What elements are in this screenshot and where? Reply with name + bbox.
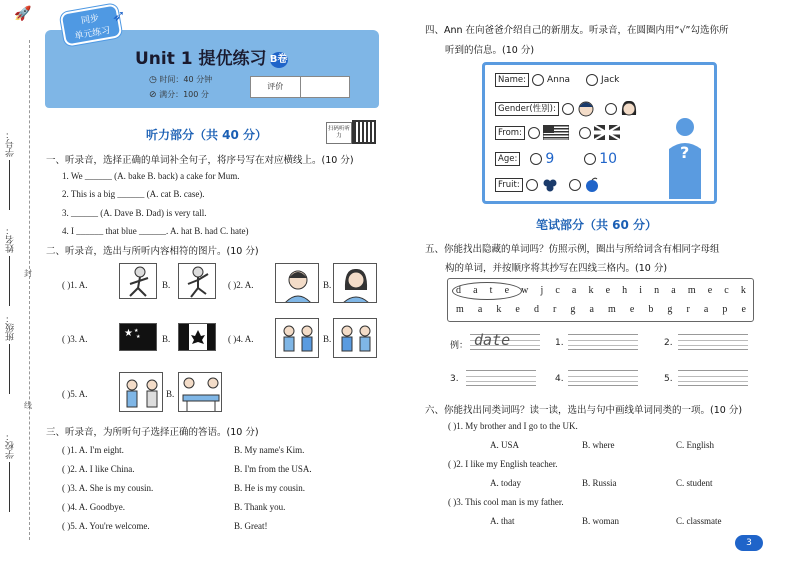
q6-item-2-b: B. Russia	[582, 478, 617, 488]
svg-text:★: ★	[134, 328, 139, 334]
letter-cell[interactable]: m	[456, 304, 464, 315]
picture-flag-china	[119, 323, 157, 351]
q2-item-2: ( )2. A.	[228, 280, 254, 290]
q6-item-1-b: B. where	[582, 440, 615, 450]
letter-cell[interactable]: i	[639, 285, 643, 296]
q3-row-3-a: ( )3. A. She is my cousin.	[62, 483, 154, 493]
page-title: Unit 1 提优练习 B卷	[135, 49, 288, 69]
name-option-b: Jack	[601, 75, 620, 85]
q1-heading: 一、听录音，选择正确的单词补全句子，将序号写在对应横线上。(10 分)	[46, 155, 354, 166]
letter-cell[interactable]: b	[648, 304, 654, 315]
svg-text:★: ★	[136, 334, 141, 340]
letter-cell[interactable]: a	[671, 285, 676, 296]
q2-item-1: ( )1. A.	[62, 280, 88, 290]
q2-item-1b: B.	[162, 280, 171, 290]
blank-2-num: 2.	[664, 338, 673, 348]
student-no-label: 学号：	[6, 130, 16, 157]
bind-char-1: 封	[24, 269, 32, 278]
q6-item-2: ( )2. I like my English teacher.	[448, 459, 558, 469]
letter-cell[interactable]: h	[622, 285, 628, 296]
q2-item-3b: B.	[162, 334, 171, 344]
grade-label: 评价	[267, 82, 284, 91]
clock-icon: ◷	[149, 75, 157, 85]
picture-kids-at-table	[178, 372, 222, 412]
letter-cell[interactable]: d	[533, 304, 539, 315]
binding-margin	[0, 0, 38, 566]
letter-cell[interactable]: g	[570, 304, 576, 315]
letter-cell[interactable]: k	[588, 285, 594, 296]
student-no-line	[9, 160, 10, 210]
q3-row-1-b: B. My name's Kim.	[234, 445, 305, 455]
fold-line	[29, 40, 30, 540]
boy-face-icon	[577, 99, 595, 119]
check-icon: ⊘	[149, 90, 157, 100]
name-tag: Name:	[495, 73, 529, 87]
q6-item-2-c: C. student	[676, 478, 713, 488]
letter-cell[interactable]: e	[515, 304, 520, 315]
class-line	[9, 344, 10, 394]
blank-1-lines[interactable]	[568, 334, 638, 350]
age-option-a: 9	[545, 151, 555, 167]
example-label: 例：	[450, 341, 469, 351]
qr-caption: 扫码听听力	[326, 122, 352, 144]
time-info: ◷ 时间：40 分钟	[149, 75, 213, 85]
rocket-icon: 🚀	[14, 6, 32, 22]
grade-field[interactable]	[300, 77, 350, 97]
blank-1-num: 1.	[555, 338, 564, 348]
page-number: 3	[735, 535, 763, 551]
q6-heading: 六、你能找出同类词吗？读一读，选出与句中画线单词同类的一项。(10 分)	[425, 405, 743, 416]
q6-item-3-a: A. that	[490, 516, 515, 526]
q5-heading-1: 五、你能找出隐藏的单词吗？仿照示例，圈出与所给词含有相同字母组	[425, 244, 720, 255]
listening-title: 听力部分（共 40 分）	[146, 128, 268, 142]
q2-item-4: ( )4. A.	[228, 334, 254, 344]
picture-boy-portrait	[275, 263, 319, 303]
q3-heading: 三、听录音，为所听句子选择正确的答语。(10 分)	[46, 427, 259, 438]
class-label: 班级：	[6, 314, 16, 341]
letter-cell[interactable]: a	[477, 304, 483, 315]
letter-cell[interactable]: e	[504, 285, 510, 296]
q3-row-2-a: ( )2. A. I like China.	[62, 464, 135, 474]
name-label: 姓名：	[6, 226, 16, 253]
version-badge: B卷	[270, 52, 288, 68]
blank-3-lines[interactable]	[466, 370, 536, 386]
letter-cell[interactable]: e	[629, 304, 635, 315]
blank-5-lines[interactable]	[678, 370, 748, 386]
q2-heading: 二、听录音，选出与所听内容相符的图片。(10 分)	[46, 246, 259, 257]
letter-cell[interactable]: r	[553, 304, 557, 315]
gender-choice-b[interactable]	[605, 103, 617, 115]
from-choice-a[interactable]	[528, 127, 540, 139]
letter-cell[interactable]: a	[571, 285, 577, 296]
letter-cell[interactable]: c	[555, 285, 560, 296]
from-tag: From:	[495, 126, 525, 140]
letter-cell[interactable]: a	[473, 285, 478, 296]
writing-title: 笔试部分（共 60 分）	[536, 218, 658, 232]
uk-flag-icon	[594, 125, 620, 140]
name-option-a: Anna	[546, 75, 571, 85]
letter-cell[interactable]: c	[724, 285, 729, 296]
bind-char-2: 线	[24, 401, 32, 410]
letter-cell[interactable]: m	[687, 285, 696, 296]
example-word: date	[474, 331, 511, 349]
age-tag: Age:	[495, 152, 520, 166]
letter-cell[interactable]: k	[496, 304, 502, 315]
q1-line-2: 2. This is a big ______ (A. cat B. case).	[62, 189, 205, 199]
letter-cell[interactable]: d	[456, 285, 461, 296]
q2-item-5b: B.	[166, 389, 175, 399]
picture-two-kids-a	[275, 318, 319, 358]
letter-cell[interactable]: a	[589, 304, 594, 315]
q6-item-1: ( )1. My brother and I go to the UK.	[448, 421, 578, 431]
school-line	[9, 462, 10, 512]
letter-cell[interactable]: j	[540, 285, 544, 296]
age-row	[495, 151, 617, 167]
picture-flag-canada	[178, 323, 216, 351]
q6-item-2-a: A. today	[490, 478, 521, 488]
q3-row-2-b: B. I'm from the USA.	[234, 464, 312, 474]
letter-cell[interactable]: w	[521, 285, 529, 296]
q3-row-5-a: ( )5. A. You're welcome.	[62, 521, 150, 531]
orange-icon	[584, 177, 600, 193]
svg-text:★: ★	[124, 328, 133, 339]
q6-item-3-c: C. classmate	[676, 516, 722, 526]
mystery-mark: ?	[680, 143, 690, 162]
letter-cell[interactable]: a	[703, 304, 709, 315]
q2-item-5: ( )5. A.	[62, 389, 88, 399]
q3-row-1-a: ( )1. A. I'm eight.	[62, 445, 124, 455]
q4-heading-2: 听到的信息。(10 分)	[445, 45, 535, 56]
grapes-icon	[541, 177, 559, 193]
unit-header	[45, 30, 379, 108]
letter-cell[interactable]: t	[489, 285, 493, 296]
letter-cell[interactable]: e	[707, 285, 713, 296]
q3-row-5-b: B. Great!	[234, 521, 268, 531]
q1-line-4: 4. I ______ that blue ______. A. hat B. had C. hate)	[62, 226, 249, 236]
blank-5-num: 5.	[664, 374, 673, 384]
from-row	[495, 125, 620, 140]
blank-4-lines[interactable]	[568, 370, 638, 386]
letter-cell[interactable]: m	[607, 304, 616, 315]
name-line	[9, 256, 10, 306]
name-choice-a[interactable]	[532, 74, 544, 86]
letter-cell[interactable]: k	[740, 285, 746, 296]
fruit-row	[495, 177, 600, 193]
score-info: ⊘ 满分：100 分	[149, 90, 209, 100]
picture-two-kids-b	[333, 318, 377, 358]
letter-cell[interactable]: r	[686, 304, 690, 315]
grade-box	[250, 76, 350, 98]
q1-line-1: 1. We ______ (A. bake B. back) a cake for Mum.	[62, 171, 240, 181]
letter-cell[interactable]: g	[667, 304, 673, 315]
age-choice-b[interactable]	[584, 153, 596, 165]
fruit-choice-a[interactable]	[526, 179, 538, 191]
friend-info-board	[482, 62, 717, 204]
fruit-tag: Fruit:	[495, 178, 523, 192]
qr-code-icon[interactable]	[352, 120, 376, 144]
blank-3-num: 3.	[450, 374, 459, 384]
q6-item-1-a: A. USA	[490, 440, 520, 450]
rocket-icon: ➶	[112, 6, 126, 25]
letter-cell[interactable]: e	[741, 304, 746, 315]
name-row	[495, 73, 619, 87]
age-choice-a[interactable]	[530, 153, 542, 165]
girl-face-icon	[620, 99, 638, 119]
unit-tag: 同步 单元练习	[59, 3, 122, 47]
gender-tag: Gender(性别):	[495, 102, 559, 116]
letter-cell[interactable]: e	[605, 285, 611, 296]
q3-row-4-b: B. Thank you.	[234, 502, 286, 512]
school-label: 学校：	[6, 432, 16, 459]
from-choice-b[interactable]	[579, 127, 591, 139]
q3-row-4-a: ( )4. A. Goodbye.	[62, 502, 125, 512]
blank-4-num: 4.	[555, 374, 564, 384]
example-circle	[452, 282, 522, 300]
q4-heading-1: 四、Ann 在向爸爸介绍自己的新朋友。听录音，在圆圈内用“√”勾选你所	[425, 25, 729, 36]
q6-item-1-c: C. English	[676, 440, 715, 450]
q3-row-3-b: B. He is my cousin.	[234, 483, 305, 493]
letter-grid	[447, 278, 754, 322]
gender-row	[495, 99, 638, 119]
q2-item-4b: B.	[323, 334, 332, 344]
q6-item-3-b: B. woman	[582, 516, 619, 526]
letter-row-2	[456, 304, 746, 315]
q6-item-3: ( )3. This cool man is my father.	[448, 497, 564, 507]
q5-heading-2: 构的单词，并按顺序将其抄写在四线三格内。(10 分)	[445, 263, 668, 274]
q2-item-2b: B.	[323, 280, 332, 290]
name-choice-b[interactable]	[586, 74, 598, 86]
picture-running-boy	[119, 263, 157, 299]
q2-item-3: ( )3. A.	[62, 334, 88, 344]
letter-cell[interactable]: n	[654, 285, 660, 296]
picture-kids-talking	[119, 372, 163, 412]
age-option-b: 10	[599, 151, 618, 167]
picture-girl-portrait	[333, 263, 377, 303]
letter-cell[interactable]: p	[722, 304, 728, 315]
picture-dancing-boy	[178, 263, 216, 299]
blank-2-lines[interactable]	[678, 334, 748, 350]
gender-choice-a[interactable]	[562, 103, 574, 115]
q1-line-3: 3. ______ (A. Dave B. Dad) is very tall.	[62, 208, 207, 218]
usa-flag-icon	[543, 125, 569, 140]
fruit-choice-b[interactable]	[569, 179, 581, 191]
